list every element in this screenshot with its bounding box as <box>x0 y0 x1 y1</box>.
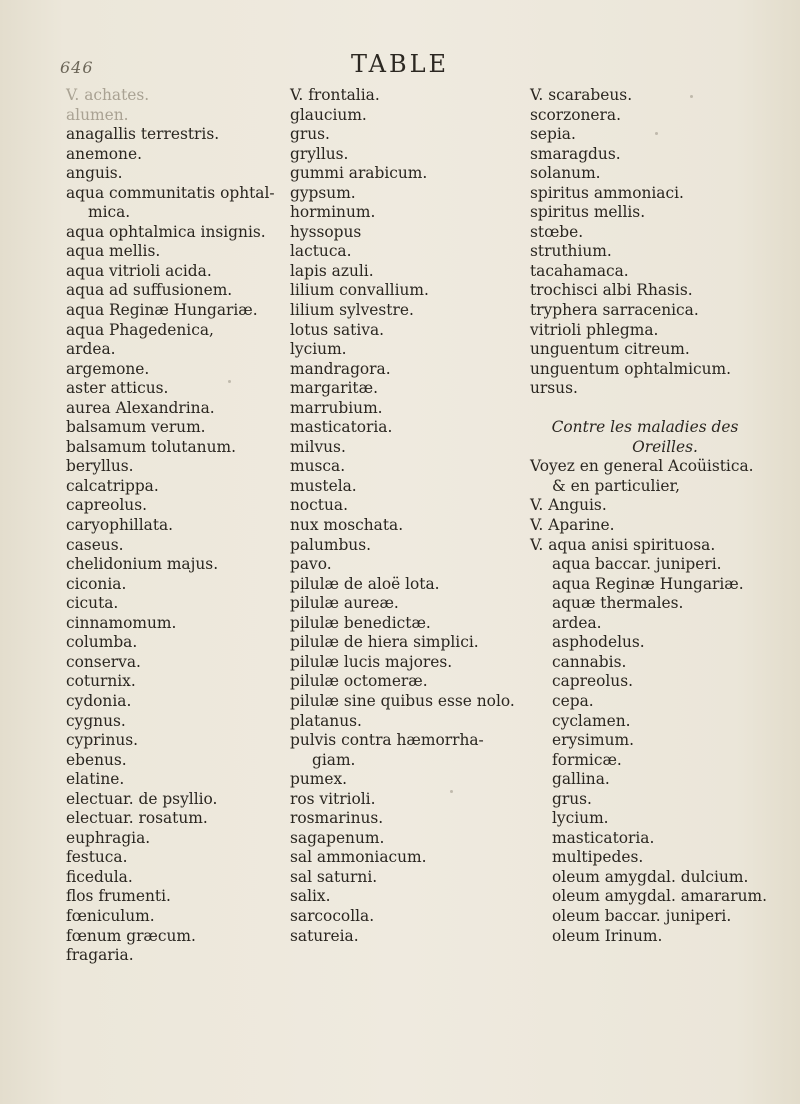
index-entry: cydonia. <box>66 691 132 710</box>
index-entry: V. scarabeus. <box>530 86 633 104</box>
index-entry: electuar. rosatum. <box>66 809 208 828</box>
index-column-3 <box>530 86 770 946</box>
index-entry: spiritus ammoniaci. <box>530 183 684 202</box>
index-entry: lotus sativa. <box>290 320 385 339</box>
index-entry: giam. <box>312 750 356 769</box>
index-entry: lactuca. <box>290 242 352 261</box>
index-entry: calcatrippa. <box>66 476 159 495</box>
index-entry: aqua baccar. juniperi. <box>552 555 722 574</box>
index-entry: marrubium. <box>290 398 383 417</box>
index-entry: balsamum tolutanum. <box>66 437 236 456</box>
index-entry: cicuta. <box>66 594 119 613</box>
index-entry: glaucium. <box>290 105 367 124</box>
index-entry: lilium sylvestre. <box>290 301 414 320</box>
index-entry: oleum amygdal. amararum. <box>552 887 767 906</box>
index-entry: vitrioli phlegma. <box>530 320 659 339</box>
index-entry: coturnix. <box>66 672 136 691</box>
index-entry: V. Anguis. <box>530 496 607 515</box>
index-entry: masticatoria. <box>552 828 655 847</box>
index-entry: euphragia. <box>66 828 151 847</box>
index-entry: asphodelus. <box>552 633 645 652</box>
index-entry: pulvis contra hæmorrha- <box>290 731 484 750</box>
index-entry: struthium. <box>530 242 612 261</box>
index-entry: anemone. <box>66 144 142 163</box>
index-entry: unguentum citreum. <box>530 340 690 359</box>
index-entry: gummi arabicum. <box>290 164 428 183</box>
index-entry: masticatoria. <box>290 418 393 437</box>
index-entry: pilulæ de hiera simplici. <box>290 633 479 652</box>
index-entry: rosmarinus. <box>290 809 384 828</box>
index-entry: beryllus. <box>66 457 134 476</box>
index-entry: margaritæ. <box>290 379 378 398</box>
index-entry: V. achates. <box>66 86 150 104</box>
index-entry: gypsum. <box>290 183 356 202</box>
index-entry: noctua. <box>290 496 348 515</box>
index-entry: sepia. <box>530 125 576 144</box>
paper-speck <box>450 790 453 793</box>
index-entry: aqua ad suffusionem. <box>66 281 233 300</box>
index-column-2 <box>290 86 530 946</box>
index-entry: formicæ. <box>552 750 622 769</box>
index-entry: V. aqua anisi spirituosa. <box>530 535 716 554</box>
index-entry: V. frontalia. <box>290 86 380 104</box>
index-entry: pilulæ de aloë lota. <box>290 574 440 593</box>
index-entry: V. Aparine. <box>530 516 615 535</box>
index-entry: mustela. <box>290 476 357 495</box>
index-entry: grus. <box>552 789 592 808</box>
section-heading: Oreilles. <box>632 437 698 456</box>
index-entry: pilulæ sine quibus esse nolo. <box>290 691 515 710</box>
index-column-1 <box>66 86 291 966</box>
index-entry: smaragdus. <box>530 144 621 163</box>
index-entry: oleum baccar. juniperi. <box>552 906 732 925</box>
index-entry: chelidonium majus. <box>66 555 219 574</box>
index-entry: ros vitrioli. <box>290 789 376 808</box>
index-entry: fœniculum. <box>66 906 155 925</box>
index-entry: aquæ thermales. <box>552 594 684 613</box>
index-entry: gryllus. <box>290 144 349 163</box>
index-entry: oleum Irinum. <box>552 926 663 945</box>
index-entry: columba. <box>66 633 138 652</box>
index-entry: conserva. <box>66 652 141 671</box>
index-entry: lilium convallium. <box>290 281 429 300</box>
index-entry: balsamum verum. <box>66 418 206 437</box>
index-entry: satureia. <box>290 926 359 945</box>
index-entry: musca. <box>290 457 346 476</box>
index-entry: ebenus. <box>66 750 127 769</box>
index-entry: hyssopus <box>290 222 362 241</box>
index-entry: aster atticus. <box>66 379 169 398</box>
index-entry: ursus. <box>530 379 578 398</box>
index-entry: lapis azuli. <box>290 261 374 280</box>
index-entry: & en particulier, <box>552 476 681 495</box>
index-entry: oleum amygdal. dulcium. <box>552 867 749 886</box>
index-entry: palumbus. <box>290 535 372 554</box>
index-entry: sarcocolla. <box>290 906 375 925</box>
index-entry: pavo. <box>290 555 332 574</box>
index-entry: multipedes. <box>552 848 644 867</box>
index-entry: sal ammoniacum. <box>290 848 427 867</box>
index-entry: ciconia. <box>66 574 127 593</box>
index-entry: pilulæ benedictæ. <box>290 613 431 632</box>
index-entry: tacahamaca. <box>530 261 629 280</box>
index-entry: lycium. <box>290 340 347 359</box>
index-entry: aqua Reginæ Hungariæ. <box>552 574 744 593</box>
index-entry: argemone. <box>66 359 150 378</box>
index-entry: fragaria. <box>66 946 134 965</box>
index-entry: gallina. <box>552 770 610 789</box>
index-entry: cannabis. <box>552 652 627 671</box>
index-entry: mandragora. <box>290 359 391 378</box>
paper-speck <box>690 95 693 98</box>
section-heading: Contre les maladies des <box>551 418 739 437</box>
index-entry: anagallis terrestris. <box>66 125 220 144</box>
index-entry: spiritus mellis. <box>530 203 646 222</box>
index-entry: Voyez en general Acoüistica. <box>530 457 754 476</box>
index-entry: caryophillata. <box>66 516 174 535</box>
index-entry: cyprinus. <box>66 731 139 750</box>
index-entry: scorzonera. <box>530 105 621 124</box>
index-entry: stœbe. <box>530 222 584 241</box>
index-entry: aqua ophtalmica insignis. <box>66 222 266 241</box>
index-entry: aqua Reginæ Hungariæ. <box>66 301 258 320</box>
index-entry: ficedula. <box>66 867 133 886</box>
index-entry: aqua Phagedenica, <box>66 320 214 339</box>
index-entry: tryphera sarracenica. <box>530 301 699 320</box>
index-entry: platanus. <box>290 711 362 730</box>
index-entry: caseus. <box>66 535 124 554</box>
page-number: 646 <box>60 58 94 77</box>
index-entry: horminum. <box>290 203 376 222</box>
index-entry: pilulæ aureæ. <box>290 594 399 613</box>
running-title: TABLE <box>350 50 450 78</box>
index-entry: aqua mellis. <box>66 242 161 261</box>
index-entry: capreolus. <box>66 496 148 515</box>
index-entry: sal saturni. <box>290 867 378 886</box>
index-entry: salix. <box>290 887 331 906</box>
index-entry: ardea. <box>66 340 116 359</box>
index-entry: mica. <box>88 203 131 222</box>
index-entry: aqua communitatis ophtal- <box>66 183 275 202</box>
paper-speck <box>655 132 658 135</box>
index-entry: electuar. de psyllio. <box>66 789 218 808</box>
index-entry: pumex. <box>290 770 348 789</box>
index-entry: aqua vitrioli acida. <box>66 261 212 280</box>
index-entry: cinnamomum. <box>66 613 177 632</box>
index-entry: alumen. <box>66 105 129 124</box>
index-entry: capreolus. <box>552 672 634 691</box>
index-entry: milvus. <box>290 437 346 456</box>
index-entry: erysimum. <box>552 731 634 750</box>
index-entry: anguis. <box>66 164 123 183</box>
index-entry <box>530 399 770 419</box>
index-entry: grus. <box>290 125 330 144</box>
index-entry: cepa. <box>552 691 594 710</box>
index-entry: aurea Alexandrina. <box>66 398 215 417</box>
paper-speck <box>228 380 231 383</box>
index-entry: cygnus. <box>66 711 126 730</box>
index-entry: elatine. <box>66 770 125 789</box>
index-entry: ardea. <box>552 613 602 632</box>
index-entry: festuca. <box>66 848 128 867</box>
index-entry: fœnum græcum. <box>66 926 196 945</box>
index-entry: pilulæ octomeræ. <box>290 672 428 691</box>
index-entry: cyclamen. <box>552 711 631 730</box>
index-entry: lycium. <box>552 809 609 828</box>
index-entry: nux moschata. <box>290 516 404 535</box>
index-entry: sagapenum. <box>290 828 385 847</box>
index-entry: flos frumenti. <box>66 887 171 906</box>
index-entry: unguentum ophtalmicum. <box>530 359 732 378</box>
index-entry: solanum. <box>530 164 601 183</box>
index-entry: pilulæ lucis majores. <box>290 652 453 671</box>
index-entry: trochisci albi Rhasis. <box>530 281 693 300</box>
